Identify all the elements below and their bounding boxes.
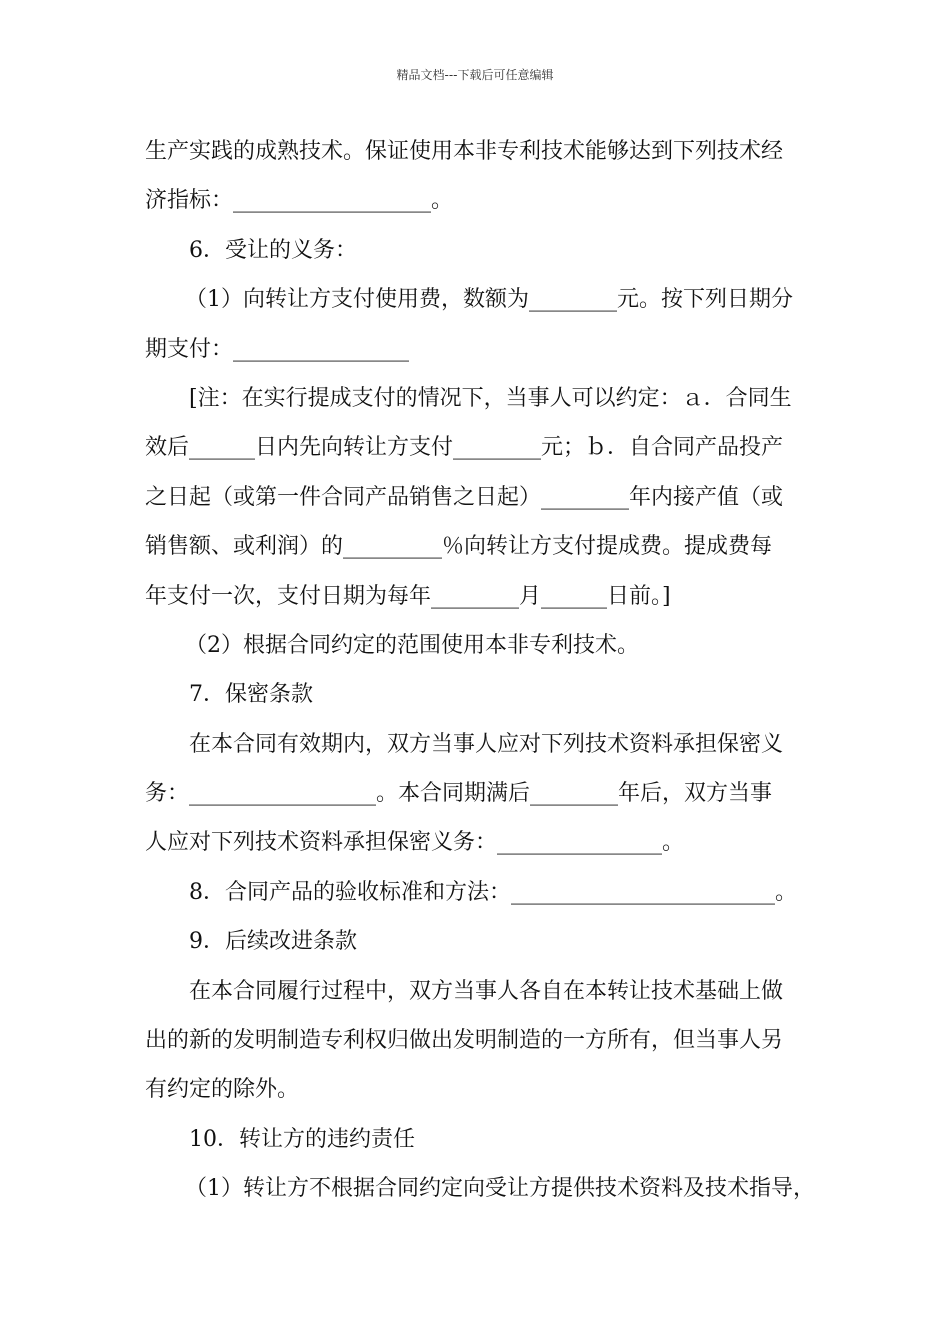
- note-line: 效后______日内先向转让方支付________元；ｂ．自合同产品投产: [145, 435, 784, 461]
- section-heading: 9．后续改进条款: [189, 929, 357, 955]
- body-line: 出的新的发明制造专利权归做出发明制造的一方所有，但当事人另: [145, 1028, 784, 1054]
- body-line: （1）向转让方支付使用费，数额为________元。按下列日期分: [185, 287, 793, 313]
- body-line: （1）转让方不根据合同约定向受让方提供技术资料及技术指导，: [185, 1176, 815, 1202]
- body-line: 务：_________________。本合同期满后________年后，双方当事: [145, 781, 773, 807]
- section-heading: 10．转让方的违约责任: [189, 1126, 415, 1152]
- note-line: 年支付一次，支付日期为每年________月______日前。]: [145, 583, 671, 609]
- body-line: （2）根据合同约定的范围使用本非专利技术。: [185, 632, 639, 658]
- section-heading: 8．合同产品的验收标准和方法：________________________。: [189, 879, 797, 905]
- page-header: 精品文档---下载后可任意编辑: [396, 68, 554, 82]
- body-line: 济指标：__________________。: [145, 188, 454, 214]
- body-line: 生产实践的成熟技术。保证使用本非专利技术能够达到下列技术经: [145, 139, 784, 164]
- body-line: 在本合同有效期内，双方当事人应对下列技术资料承担保密义: [189, 731, 784, 757]
- body-line: 在本合同履行过程中，双方当事人各自在本转让技术基础上做: [189, 978, 784, 1004]
- note-line: 之日起（或第一件合同产品销售之日起）________年内接产值（或: [145, 484, 784, 510]
- document-body: [145, 127, 817, 1214]
- body-line: 人应对下列技术资料承担保密义务：_______________。: [145, 830, 685, 856]
- note-line: 销售额、或利润）的_________％向转让方支付提成费。提成费每: [145, 534, 773, 560]
- note-line: [注：在实行提成支付的情况下，当事人可以约定：ａ．合同生: [189, 385, 792, 411]
- section-heading: 6．受让的义务：: [189, 237, 357, 263]
- body-line: 期支付：________________: [145, 336, 410, 362]
- body-line: 有约定的除外。: [145, 1077, 300, 1103]
- section-heading: 7．保密条款: [189, 682, 313, 708]
